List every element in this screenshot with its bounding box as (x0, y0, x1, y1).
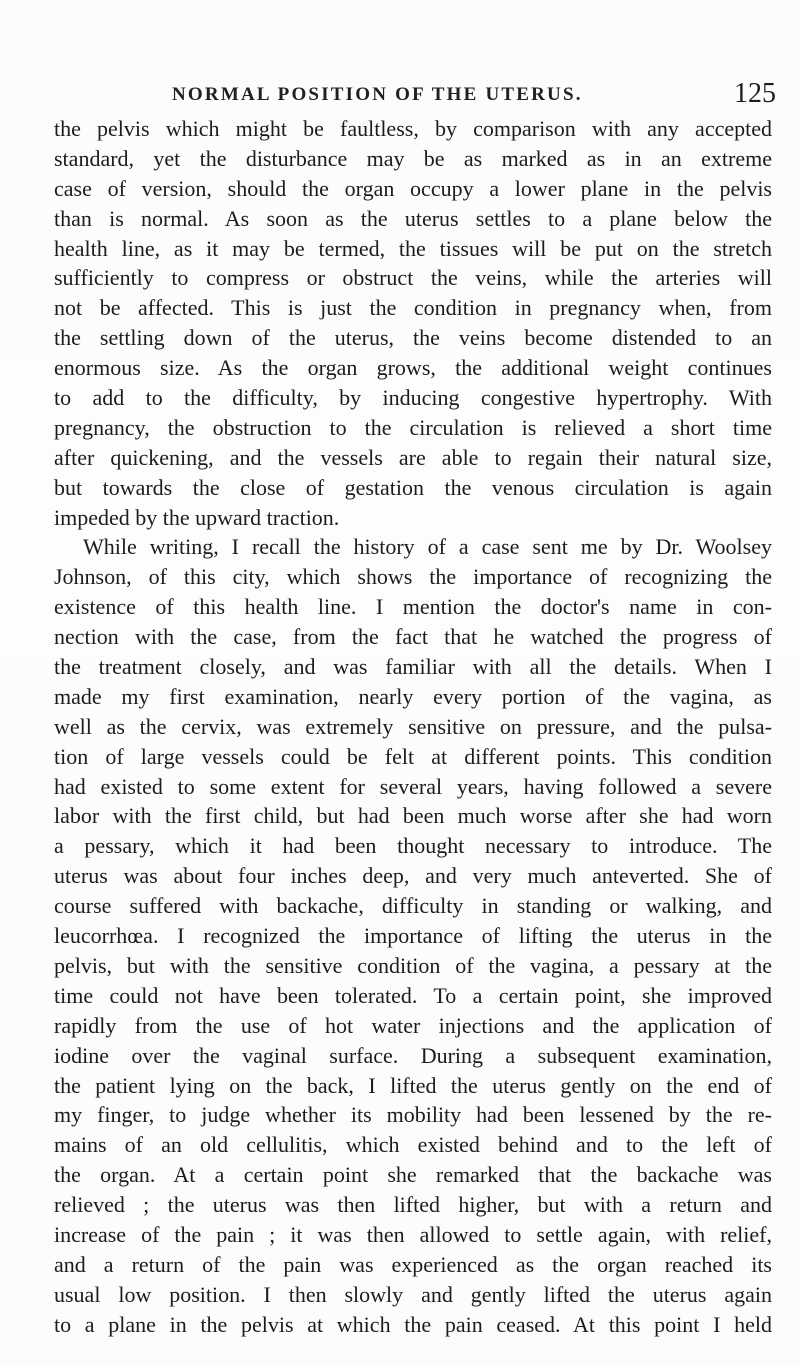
text-line: Johnson, of this city, which shows the importance of recognizing the (54, 564, 772, 590)
text-line: time could not have been tolerated. To a certain point, she improved (54, 982, 772, 1008)
paragraph-start-line: While writing, I recall the history of a case sent me by Dr. Woolsey (83, 534, 772, 560)
text-line: than is normal. As soon as the uterus settles to a plane below the (54, 205, 772, 231)
running-head: NORMAL POSITION OF THE UTERUS. (172, 84, 583, 105)
text-line: case of version, should the organ occupy a lower plane in the pelvis (54, 175, 772, 201)
text-line: the patient lying on the back, I lifted the uterus gently on the end of (54, 1072, 772, 1098)
text-line: tion of large vessels could be felt at different points. This condition (54, 743, 772, 769)
text-line: pelvis, but with the sensitive condition of the vagina, a pessary at the (54, 952, 772, 978)
text-line: nection with the case, from the fact that he watched the progress of (54, 624, 772, 650)
text-line: well as the cervix, was extremely sensitive on pressure, and the pulsa- (54, 713, 772, 739)
text-line: the settling down of the uterus, the veins become distended to an (54, 325, 772, 351)
page-number: 125 (734, 78, 776, 109)
text-line: labor with the first child, but had been much worse after she had worn (54, 803, 772, 829)
text-line: standard, yet the disturbance may be as marked as in an extreme (54, 145, 772, 171)
text-line: but towards the close of gestation the venous circulation is again (54, 474, 772, 500)
text-line: leucorrhœa. I recognized the importance of lifting the uterus in the (54, 923, 772, 949)
text-line: made my first examination, nearly every portion of the vagina, as (54, 683, 772, 709)
text-line: enormous size. As the organ grows, the additional weight continues (54, 355, 772, 381)
text-line: not be affected. This is just the condition in pregnancy when, from (54, 295, 772, 321)
text-line: mains of an old cellulitis, which existed behind and to the left of (54, 1132, 772, 1158)
text-line: relieved ; the uterus was then lifted higher, but with a return and (54, 1192, 772, 1218)
text-line: sufficiently to compress or obstruct the veins, while the arteries will (54, 265, 772, 291)
text-line: had existed to some extent for several years, having followed a severe (54, 773, 772, 799)
text-line: iodine over the vaginal surface. During a subsequent examination, (54, 1042, 772, 1068)
text-line: the treatment closely, and was familiar with all the details. When I (54, 654, 772, 680)
text-line: to add to the difficulty, by inducing congestive hypertrophy. With (54, 385, 772, 411)
text-line: a pessary, which it had been thought necessary to introduce. The (54, 833, 772, 859)
page-header (0, 78, 800, 108)
paragraph-end-line: impeded by the upward traction. (54, 504, 340, 530)
text-line: and a return of the pain was experienced as the organ reached its (54, 1251, 772, 1277)
text-line: the organ. At a certain point she remarked that the backache was (54, 1162, 772, 1188)
text-line: existence of this health line. I mention the doctor's name in con- (54, 594, 772, 620)
text-line: course suffered with backache, difficulty in standing or walking, and (54, 893, 772, 919)
text-line: rapidly from the use of hot water injections and the application of (54, 1012, 772, 1038)
text-line: pregnancy, the obstruction to the circulation is relieved a short time (54, 414, 772, 440)
text-line: increase of the pain ; it was then allowed to settle again, with relief, (54, 1221, 772, 1247)
body-text (54, 114, 772, 1340)
text-line: health line, as it may be termed, the tissues will be put on the stretch (54, 235, 772, 261)
text-line: after quickening, and the vessels are able to regain their natural size, (54, 444, 772, 470)
text-line: usual low position. I then slowly and gently lifted the uterus again (54, 1281, 772, 1307)
text-line: to a plane in the pelvis at which the pain ceased. At this point I held (54, 1311, 772, 1337)
text-line: my finger, to judge whether its mobility had been lessened by the re- (54, 1102, 772, 1128)
text-line: the pelvis which might be faultless, by comparison with any accepted (54, 116, 772, 141)
text-line: uterus was about four inches deep, and very much anteverted. She of (54, 863, 772, 889)
